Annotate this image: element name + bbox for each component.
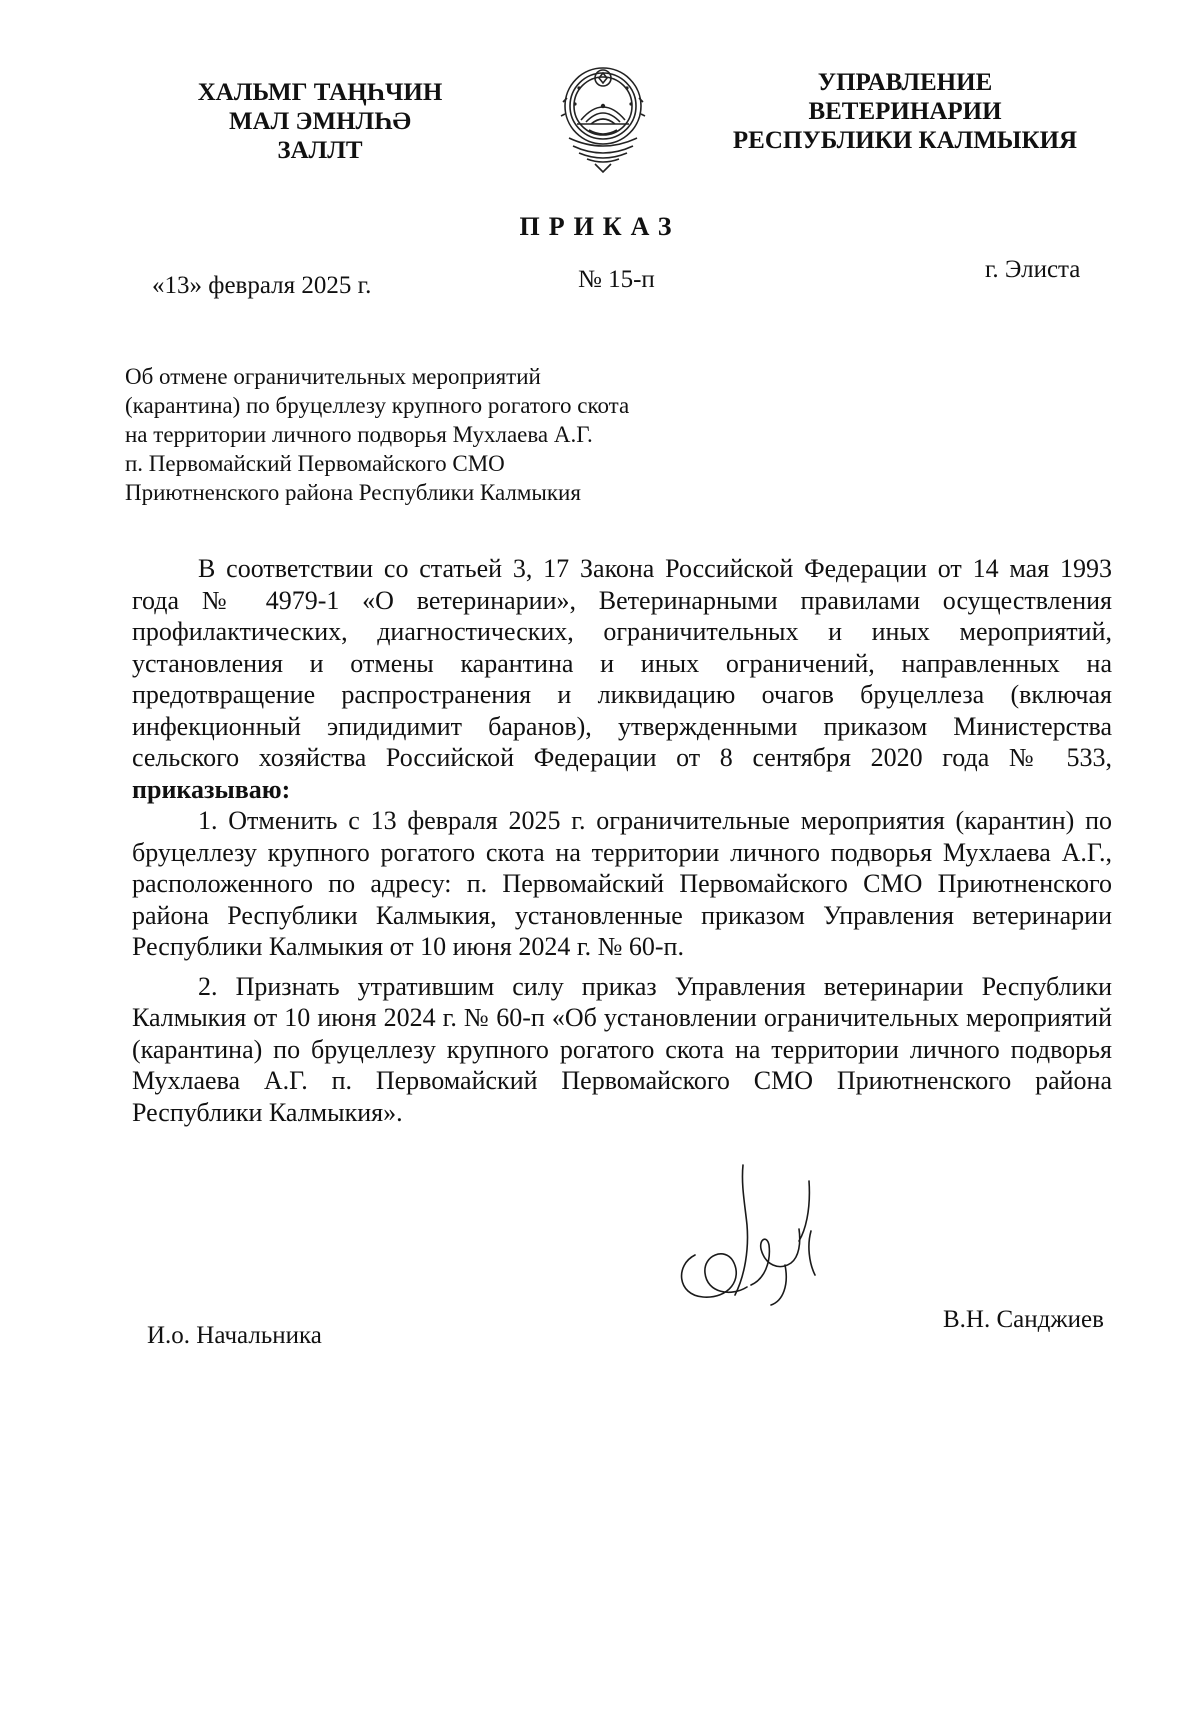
intro-bold-text: приказываю:	[132, 774, 291, 804]
header-right-russian	[715, 68, 1095, 155]
document-date: «13» февраля 2025 г.	[152, 272, 372, 299]
header-left-kalmyk	[170, 78, 470, 165]
subject-line: п. Первомайский Первомайского СМО	[125, 451, 505, 476]
header-right-line: ВЕТЕРИНАРИИ	[808, 98, 1002, 125]
order-item-1: 1. Отменить с 13 февраля 2025 г. ограничительные мероприятия (карантин) по бруцеллезу крупного рогатого скота на территории личного подворья Мухлаева А.Г., расположенного по адресу: п. Первомайский Первомайского СМО Приютненского района Республики Калмыкия, установленные приказом Управления ветеринарии Республики Калмыкия от 10 июня 2024 г. № 60-п.	[132, 806, 1112, 961]
header-left-line: ЗАЛЛТ	[277, 137, 363, 164]
intro-text: В соответствии со статьей 3, 17 Закона Российской Федерации от 14 мая 1993 года № 4979-1 «О ветеринарии», Ветеринарными правилами осуществления профилактических, диагностических, ограничительных и иных мероприятий, установления и отмены карантина и иных ограничений, направленных на предотвращение распространения и ликвидацию очагов бруцеллеза (включая инфекционный эпидидимит баранов), утвержденными приказом Министерства сельского хозяйства Российской Федерации от 8 сентября 2020 года № 533,	[132, 554, 1112, 772]
document-number: № 15-п	[578, 266, 655, 293]
header-left-line: ХАЛЬМГ ТАҢҺЧИН	[197, 79, 443, 106]
document-city: г. Элиста	[985, 256, 1081, 283]
header-left-line: МАЛ ЭМНЛҺӘ	[229, 108, 411, 135]
handwritten-signature	[665, 1145, 865, 1345]
document-body	[132, 553, 1112, 1128]
coat-of-arms-icon	[559, 58, 647, 176]
subject-line: на территории личного подворья Мухлаева А.Г.	[125, 422, 593, 447]
document-title: ПРИКАЗ	[519, 212, 681, 241]
order-item-2: 2. Признать утратившим силу приказ Управления ветеринарии Республики Калмыкия от 10 июня 2024 г. № 60-п «Об установлении ограничительных мероприятий (карантина) по бруцеллезу крупного рогатого скота на территории личного подворья Мухлаева А.Г. п. Первомайский Первомайского СМО Приютненского района Республики Калмыкия».	[132, 971, 1112, 1127]
subject-line: Приютненского района Республики Калмыкия	[125, 480, 581, 505]
document-subject	[125, 362, 725, 507]
subject-line: (карантина) по бруцеллезу крупного рогатого скота	[125, 393, 630, 418]
subject-line: Об отмене ограничительных мероприятий	[125, 364, 541, 389]
signatory-position: И.о. Начальника	[147, 1322, 322, 1349]
signatory-name: В.Н. Санджиев	[943, 1306, 1104, 1333]
header-right-line: УПРАВЛЕНИЕ	[817, 69, 993, 96]
header-right-line: РЕСПУБЛИКИ КАЛМЫКИЯ	[732, 127, 1078, 154]
intro-paragraph	[132, 553, 1112, 805]
